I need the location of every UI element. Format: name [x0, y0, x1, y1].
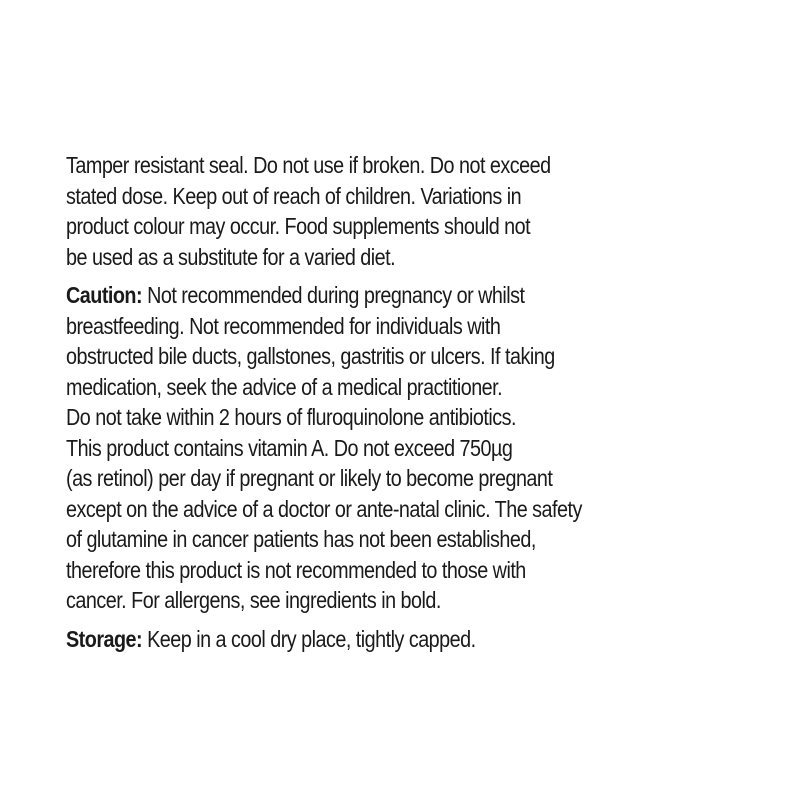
caution-line: breastfeeding. Not recommended for individuals with: [66, 312, 501, 339]
intro-line: be used as a substitute for a varied diet.: [66, 243, 396, 270]
storage-text: Keep in a cool dry place, tightly capped.: [142, 625, 476, 652]
caution-line: therefore this product is not recommended to those with: [66, 556, 526, 583]
caution-line: medication, seek the advice of a medical practitioner.: [66, 373, 503, 400]
intro-line: Tamper resistant seal. Do not use if broken. Do not exceed: [66, 152, 551, 178]
caution-line: (as retinol) per day if pregnant or likely to become pregnant: [66, 465, 553, 491]
caution-line: obstructed bile ducts, gallstones, gastritis or ulcers. If taking: [66, 343, 555, 369]
storage-heading: Storage:: [66, 625, 143, 652]
intro-line: product colour may occur. Food supplements should not: [66, 213, 531, 239]
caution-first-line-text: Not recommended during pregnancy or whilst: [142, 282, 525, 308]
caution-line: of glutamine in cancer patients has not been established,: [66, 526, 536, 552]
caution-line: Do not take within 2 hours of fluroquinolone antibiotics.: [66, 404, 516, 430]
caution-heading: Caution:: [66, 282, 143, 308]
storage-paragraph: [66, 624, 756, 655]
label-text-block: [66, 150, 756, 662]
caution-line: except on the advice of a doctor or ante-natal clinic. The safety: [66, 495, 582, 522]
caution-paragraph: [66, 280, 756, 616]
caution-first-line: [66, 280, 659, 311]
storage-line: [66, 624, 659, 655]
caution-line: cancer. For allergens, see ingredients in bold.: [66, 587, 441, 613]
caution-line: This product contains vitamin A. Do not exceed 750µg: [66, 434, 513, 461]
intro-line: stated dose. Keep out of reach of children. Variations in: [66, 182, 522, 209]
intro-paragraph: [66, 150, 756, 272]
